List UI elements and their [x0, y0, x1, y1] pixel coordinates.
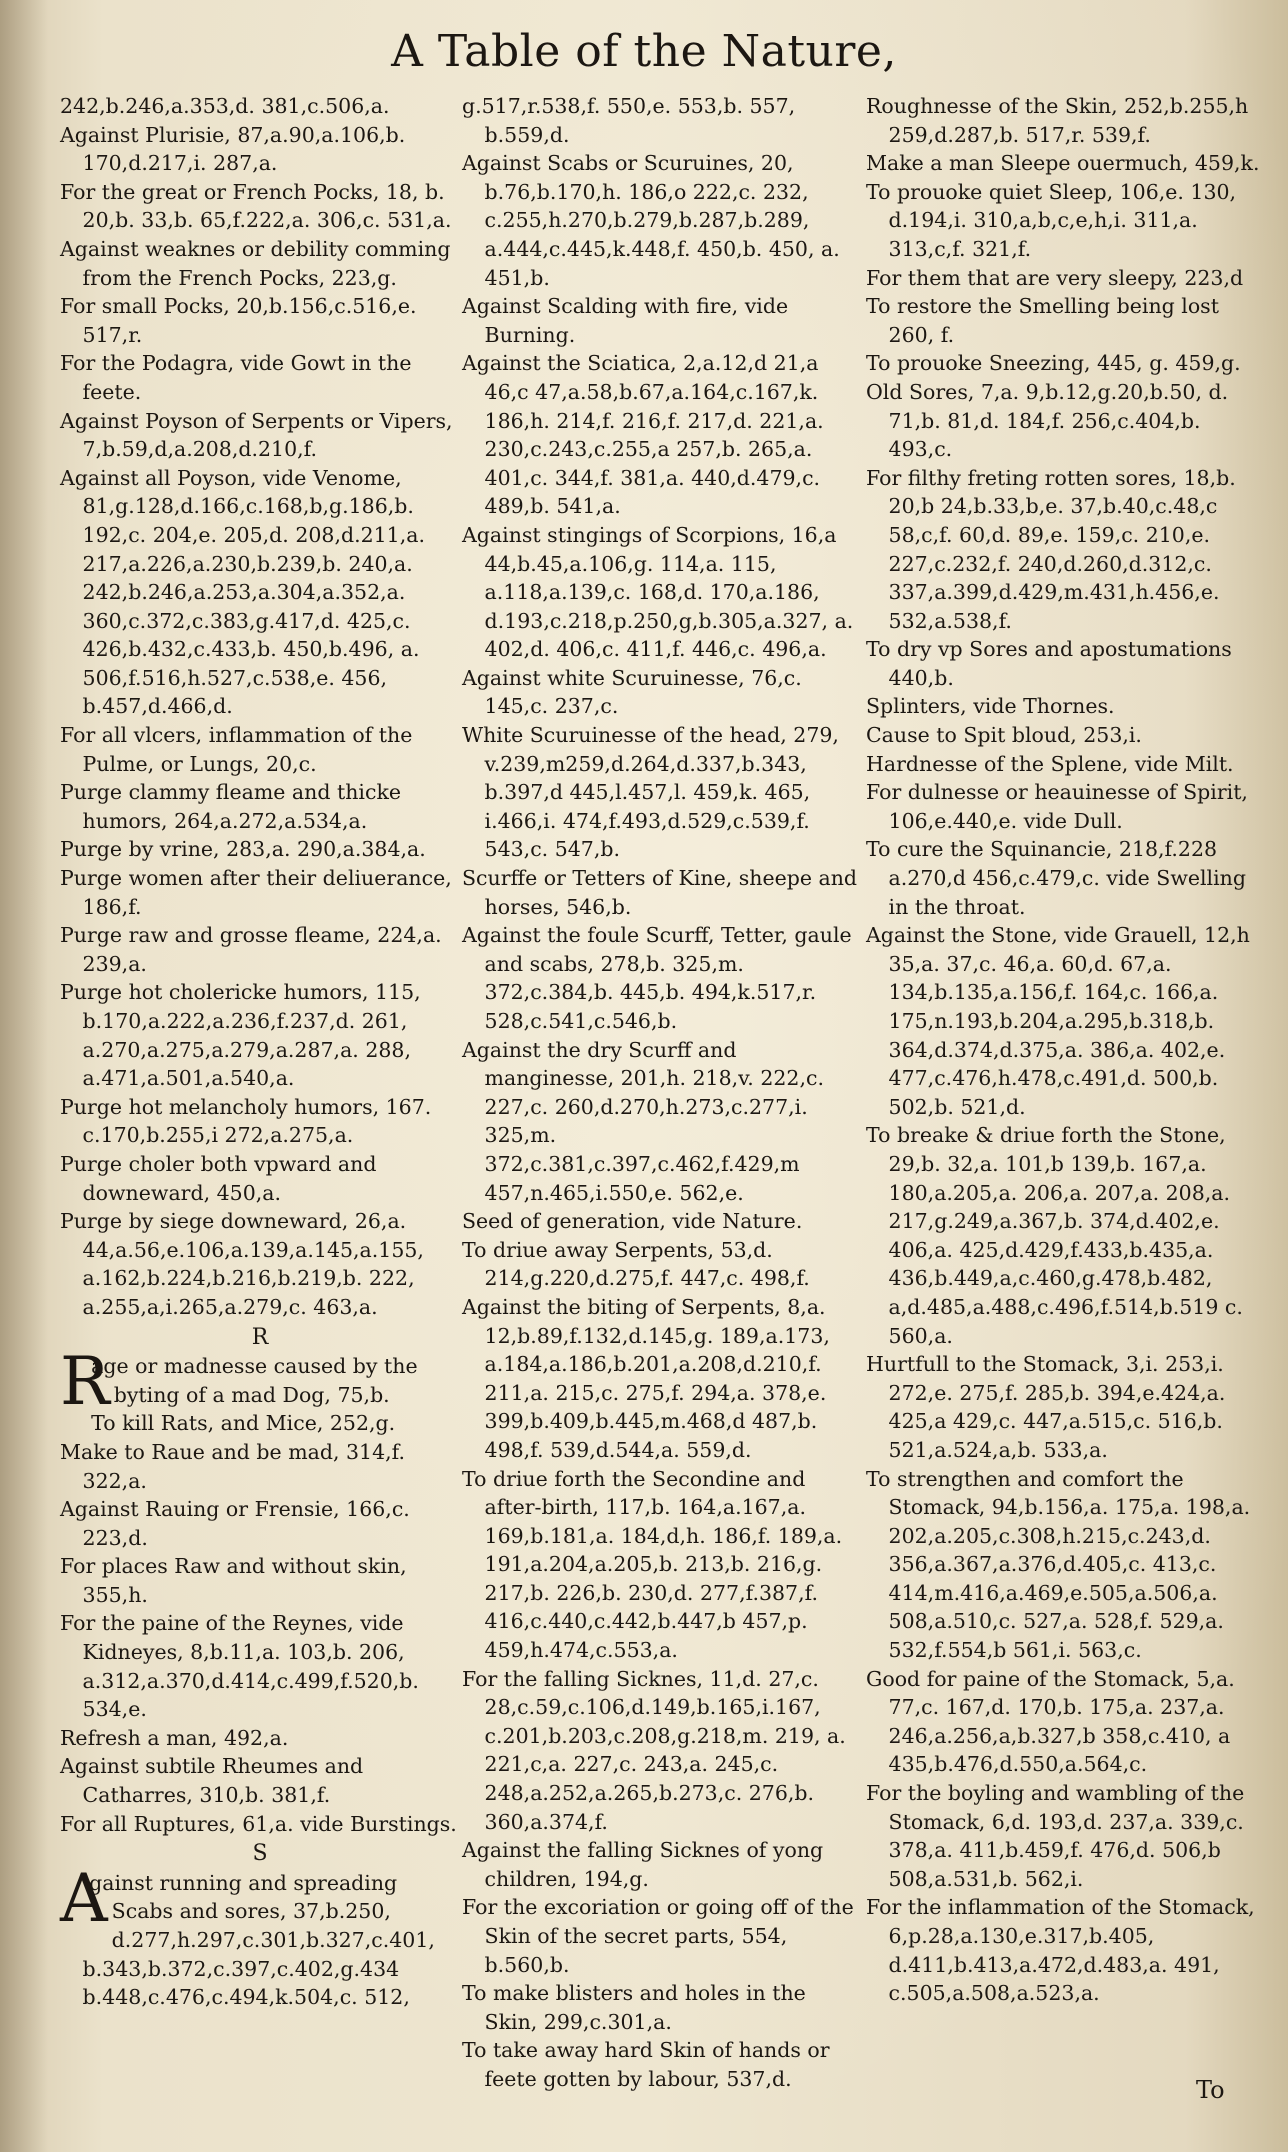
index-entry: For all Ruptures, 61,a. vide Burstings. — [60, 1811, 457, 1836]
section-letter: S — [252, 1841, 268, 1867]
index-entry: Against the biting of Serpents, 8,a. 12,b.89,f.132,d.145,g. 189,a.173, a.184,a.186,b.201,a.208,d.210,f. 211,a. 215,c. 275,f. 294,a. 378,e. 399,b.409,b.445,m.468,d 487,b. 498,f. 539,d.544,a. 559,d. — [462, 1294, 830, 1462]
index-entry: Purge raw and grosse fleame, 224,a. 239,a. — [60, 923, 442, 976]
index-entry: Against the falling Sicknes of yong children, 194,g. — [462, 1838, 824, 1891]
index-entry: g.517,r.538,f. 550,e. 553,b. 557, b.559,d. — [462, 94, 796, 147]
index-entry: To make blisters and holes in the Skin, 299,c.301,a. — [462, 1981, 806, 2034]
running-header: A Table of the Nature, — [391, 26, 897, 77]
index-entry: Purge by siege downeward, 26,a. 44,a.56,e.106,a.139,a.145,a.155, a.162,b.224,b.216,b.219,b. 222, a.255,a,i.265,a.279,c. 463,a. — [60, 1209, 424, 1319]
index-entry: Purge hot melancholy humors, 167. c.170,b.255,i 272,a.275,a. — [60, 1094, 432, 1148]
index-entry: Against Plurisie, 87,a.90,a.106,b. 170,d.217,i. 287,a. — [60, 122, 406, 176]
index-entry: Purge by vrine, 283,a. 290,a.384,a. — [60, 837, 426, 862]
index-entry: Roughnesse of the Skin, 252,b.255,h 259,d.287,b. 517,r. 539,f. — [866, 94, 1249, 147]
index-entry: For the boyling and wambling of the Stomack, 6,d. 193,d. 237,a. 339,c. 378,a. 411,b.459,f. 476,d. 506,b 508,a.531,b. 562,i. — [866, 1781, 1245, 1891]
index-entry: For the paine of the Reynes, vide Kidneyes, 8,b.11,a. 103,b. 206, a.312,a.370,d.414,c.499,f.520,b. 534,e. — [60, 1611, 419, 1722]
index-entry: Hurtfull to the Stomack, 3,i. 253,i. 272,e. 275,f. 285,b. 394,e.424,a. 425,a 429,c. 447,a.515,c. 516,b. 521,a.524,a,b. 533,a. — [866, 1352, 1226, 1462]
index-entry: For small Pocks, 20,b.156,c.516,e. 517,r. — [60, 294, 417, 347]
index-entry: Seed of generation, vide Nature. — [462, 1209, 803, 1234]
section-letter: R — [251, 1324, 269, 1350]
index-entry: Against running and spreading Scabs and sores, 37,b.250, d.277,h.297,c.301,b.327,c.401, b.343,b.372,c.397,c.402,g.434 b.448,c.476,c.494,k.504,c. 512, — [60, 1859, 435, 2010]
index-entry: Good for paine of the Stomack, 5,a. 77,c. 167,d. 170,b. 175,a. 237,a. 246,a.256,a,b.327,b 358,c.410, a 435,b.476,d.550,a.564,c. — [866, 1666, 1235, 1777]
index-entry: Against all Poyson, vide Venome, 81,g.128,d.166,c.168,b,g.186,b. 192,c. 204,e. 205,d. 208,d.211,a. 217,a.226,a.230,b.239,b. 240,a. 242,b.246,a.253,a.304,a.352,a. 360,c.372,c.383,g.417,d. 425,c. 426,b.432,c.433,b. 450,b.496, a. 506,f.516,h.527,c.538,e. 456, b.457,d.466,d. — [60, 465, 425, 719]
index-entry: Rage or madnesse caused by the byting of a mad Dog, 75,b. — [60, 1343, 418, 1421]
index-entry: Scurffe or Tetters of Kine, sheepe and horses, 546,b. — [462, 866, 858, 919]
index-entry: To take away hard Skin of hands or feete gotten by labour, 537,d. — [462, 2038, 830, 2091]
index-entry: White Scuruinesse of the head, 279, v.239,m259,d.264,d.337,b.343, b.397,d 445,l.457,l. 459,k. 465, i.466,i. 474,f.493,d.529,c.539,f. 543,c. 547,b. — [462, 723, 839, 862]
index-entry: To prouoke Sneezing, 445, g. 459,g. — [866, 351, 1241, 376]
index-entry: To strengthen and comfort the Stomack, 94,b.156,a. 175,a. 198,a. 202,a.205,c.308,h.215,c.243,d. 356,a.367,a.376,d.405,c. 413,c. 414,m.416,a.469,e.505,a.506,a. 508,a.510,c. 527,a. 528,f. 529,a. 532,f.554,b 561,i. 563,c. — [866, 1466, 1251, 1663]
catchword: To — [1196, 2076, 1225, 2104]
index-entry: Purge women after their deliuerance, 186,f. — [60, 866, 452, 919]
index-entry: Refresh a man, 492,a. — [60, 1725, 289, 1750]
index-entry: Against weaknes or debility comming from the French Pocks, 223,g. — [60, 236, 451, 290]
index-entry: To breake & driue forth the Stone, 29,b. 32,a. 101,b 139,b. 167,a. 180,a.205,a. 206,a. 207,a. 208,a. 217,g.249,a.367,b. 374,d.402,e. 406,a. 425,d.429,f.433,b.435,a. 436,b.449,a,c.460,g.478,b.482, a,d.485,a.488,c.496,f.514,b.519 c. 560,a. — [866, 1123, 1243, 1348]
index-entry: For the falling Sicknes, 11,d. 27,c. 28,c.59,c.106,d.149,b.165,i.167, c.201,b.203,c.208,g.218,m. 219, a. 221,c,a. 227,c. 243,a. 245,c. 248,a.252,a.265,b.273,c. 276,b. 360,a.374,f. — [462, 1666, 846, 1834]
index-entry: To prouoke quiet Sleep, 106,e. 130, d.194,i. 310,a,b,c,e,h,i. 311,a. 313,c,f. 321,f. — [866, 179, 1237, 261]
index-entry: Against the Stone, vide Grauell, 12,h 35,a. 37,c. 46,a. 60,d. 67,a. 134,b.135,a.156,f. 164,c. 166,a. 175,n.193,b.204,a.295,b.318,b. 364,d.374,d.375,a. 386,a. 402,e. 477,c.476,h.478,c.491,d. 500,b. 502,b. 521,d. — [866, 923, 1250, 1119]
index-entry: Against white Scuruinesse, 76,c. 145,c. 237,c. — [462, 665, 802, 719]
index-entry: Make to Raue and be mad, 314,f. 322,a. — [60, 1439, 406, 1493]
index-column-right — [866, 92, 1266, 2008]
index-entry: 242,b.246,a.353,d. 381,c.506,a. — [60, 94, 390, 118]
index-entry: For filthy freting rotten sores, 18,b. 20,b 24,b.33,b,e. 37,b.40,c.48,c 58,c,f. 60,d. 89,e. 159,c. 210,e. 227,c.232,f. 240,d.260,d.312,c. 337,a.399,d.429,m.431,h.456,e. 532,a.538,f. — [866, 465, 1236, 633]
index-column-left — [60, 92, 460, 2012]
index-entry: To driue forth the Secondine and after-birth, 117,b. 164,a.167,a. 169,b.181,a. 184,d,h. 186,f. 189,a. 191,a.204,a.205,b. 213,b. 216,g. 217,b. 226,b. 230,d. 277,f.387,f. 416,c.440,c.442,b.447,b 457,p. 459,h.474,c.553,a. — [462, 1466, 843, 1663]
index-entry: Against the dry Scurff and manginesse, 201,h. 218,v. 222,c. 227,c. 260,d.270,h.273,c.277,i. 325,m. 372,c.381,c.397,c.462,f.429,m 457,n.465,i.550,e. 562,e. — [462, 1037, 824, 1205]
index-entry: To driue away Serpents, 53,d. 214,g.220,d.275,f. 447,c. 498,f. — [462, 1237, 810, 1291]
index-entry: For the inflammation of the Stomack, 6,p.28,a.130,e.317,b.405, d.411,b.413,a.472,d.483,a. 491, c.505,a.508,a.523,a. — [866, 1895, 1255, 2006]
index-entry: Cause to Spit bloud, 253,i. — [866, 723, 1142, 748]
index-entry: Against Scabs or Scuruines, 20, b.76,b.170,h. 186,o 222,c. 232, c.255,h.270,b.279,b.287,b.289, a.444,c.445,k.448,f. 450,b. 450, a. 451,b. — [462, 151, 840, 290]
index-entry: Against Rauing or Frensie, 166,c. 223,d. — [60, 1497, 410, 1550]
index-entry: Hardnesse of the Splene, vide Milt. — [866, 751, 1234, 776]
index-entry: Against subtile Rheumes and Catharres, 310,b. 381,f. — [60, 1754, 364, 1808]
index-entry: To cure the Squinancie, 218,f.228 a.270,d 456,c.479,c. vide Swelling in the throat. — [866, 837, 1246, 919]
index-entry: Purge clammy fleame and thicke humors, 264,a.272,a.534,a. — [60, 780, 402, 833]
index-entry: Purge choler both vpward and downeward, 450,a. — [60, 1151, 377, 1205]
index-entry: To restore the Smelling being lost 260, f. — [866, 294, 1219, 347]
index-entry: Purge hot cholericke humors, 115, b.170,a.222,a.236,f.237,d. 261, a.270,a.275,a.279,a.287,a. 288, a.471,a.501,a.540,a. — [60, 980, 421, 1091]
index-entry: Make a man Sleepe ouermuch, 459,k. — [866, 151, 1260, 176]
index-entry: Old Sores, 7,a. 9,b.12,g.20,b.50, d. 71,b. 81,d. 184,f. 256,c.404,b. 493,c. — [866, 379, 1229, 462]
index-entry: For them that are very sleepy, 223,d — [866, 265, 1244, 290]
index-entry: Against Scalding with fire, vide Burning. — [462, 294, 789, 347]
index-entry: For the Podagra, vide Gowt in the feete. — [60, 351, 412, 404]
index-entry: To kill Rats, and Mice, 252,g. — [91, 1411, 396, 1436]
index-entry: Against stingings of Scorpions, 16,a 44,b.45,a.106,g. 114,a. 115, a.118,a.139,c. 168,d. 170,a.186, d.193,c.218,p.250,g,b.305,a.327, a. 402,d. 406,c. 411,f. 446,c. 496,a. — [462, 522, 854, 662]
index-entry: Splinters, vide Thornes. — [866, 694, 1115, 719]
index-entry: For places Raw and without skin, 355,h. — [60, 1554, 407, 1607]
index-entry: Against Poyson of Serpents or Vipers, 7,b.59,d,a.208,d.210,f. — [60, 408, 453, 462]
index-entry: To dry vp Sores and apostumations 440,b. — [866, 637, 1232, 690]
index-entry: For dulnesse or heauinesse of Spirit, 106,e.440,e. vide Dull. — [866, 780, 1248, 833]
index-entry: For the great or French Pocks, 18, b. 20,b. 33,b. 65,f.222,a. 306,c. 531,a. — [60, 179, 452, 233]
index-column-middle — [462, 92, 862, 2094]
index-entry: Against the foule Scurff, Tetter, gaule and scabs, 278,b. 325,m. 372,c.384,b. 445,b. 494,k.517,r. 528,c.541,c.546,b. — [462, 923, 852, 1033]
page-gutter-shadow — [0, 0, 48, 2152]
index-entry: For all vlcers, inflammation of the Pulme, or Lungs, 20,c. — [60, 723, 413, 776]
index-entry: Against the Sciatica, 2,a.12,d 21,a 46,c 47,a.58,b.67,a.164,c.167,k. 186,h. 214,f. 216,f. 217,d. 221,a. 230,c.243,c.255,a 257,b. 265,a. 401,c. 344,f. 381,a. 440,d.479,c. 489,b. 541,a. — [462, 351, 824, 519]
index-entry: For the excoriation or going off of the Skin of the secret parts, 554, b.560,b. — [462, 1895, 854, 1977]
